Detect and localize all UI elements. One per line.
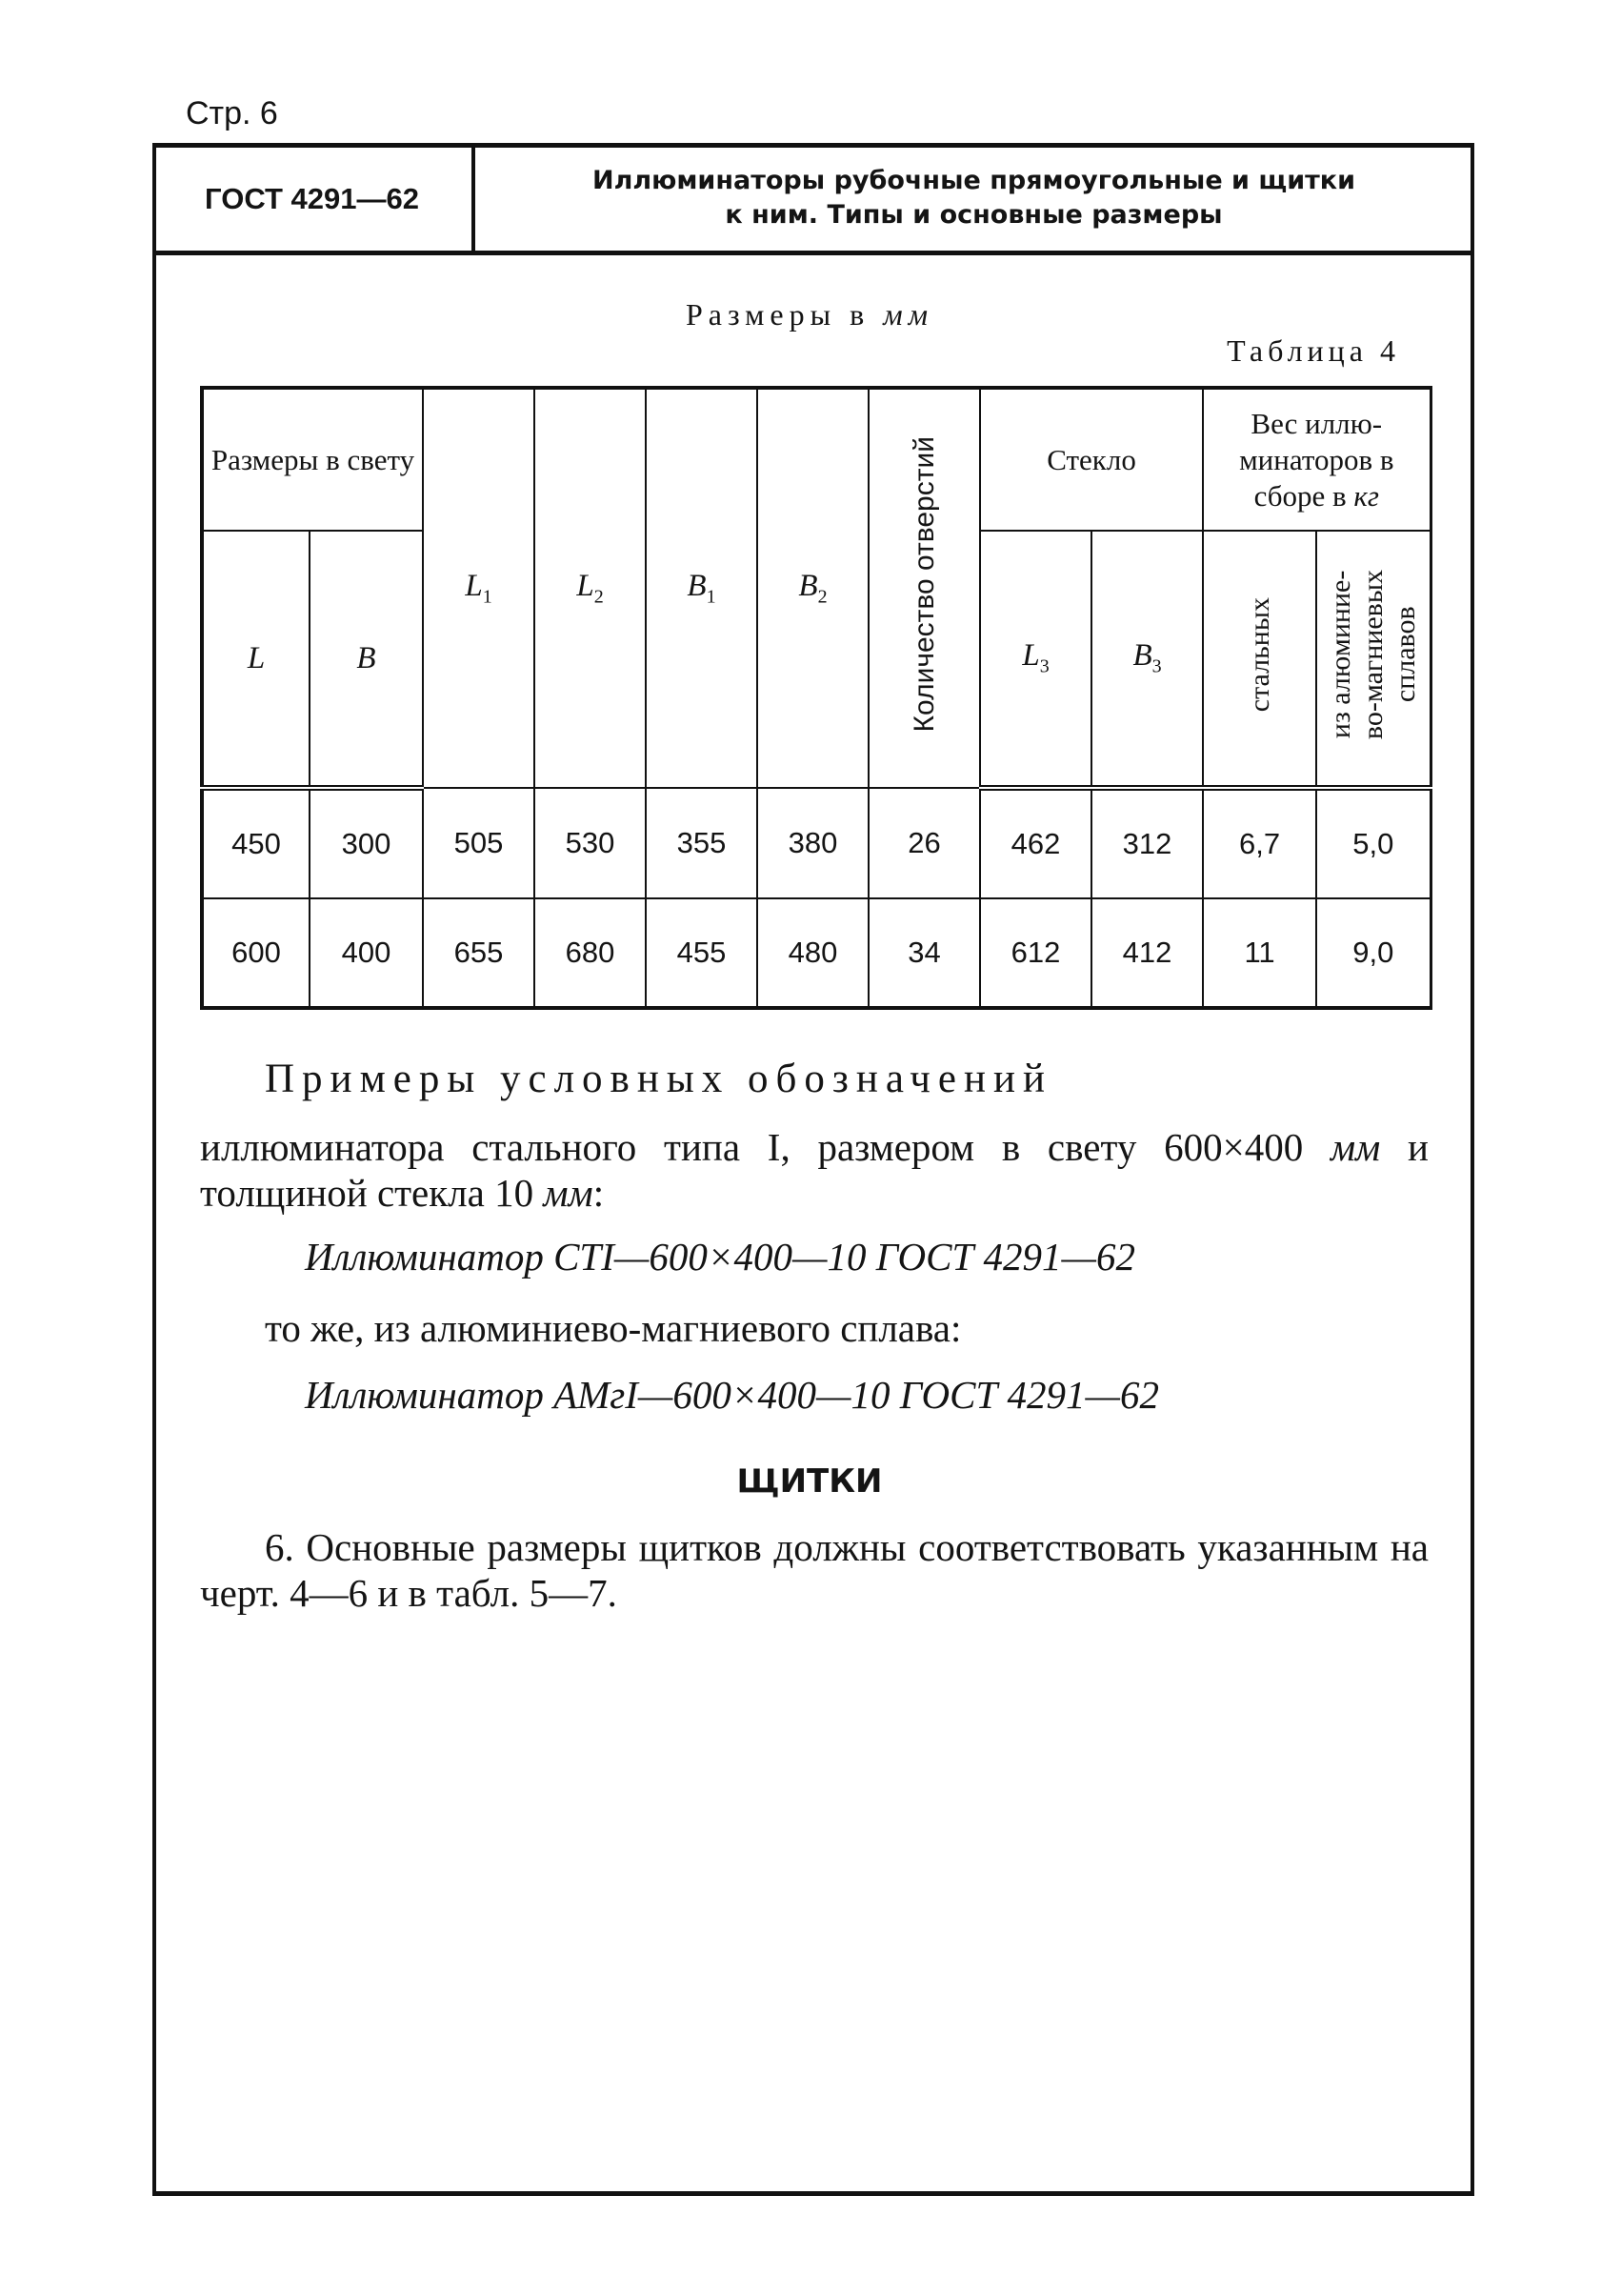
header-holes-count: Количество отверстий (869, 388, 980, 788)
header-aluminium: из алюминие- во-магниевых сплавов (1316, 531, 1431, 788)
table-cell: 380 (757, 788, 869, 898)
unit-mm: мм (543, 1171, 593, 1215)
table-cell: 505 (423, 788, 534, 898)
table-cell: 480 (757, 898, 869, 1008)
table-cell: 26 (869, 788, 980, 898)
header-L3: $L_3$ (980, 531, 1091, 788)
table-cell: 400 (310, 898, 423, 1008)
dimensions-caption (571, 297, 1048, 332)
header-B3: $B_3$ (1091, 531, 1203, 788)
table-cell: 412 (1091, 898, 1203, 1008)
header-separator (471, 148, 475, 251)
example-designation-alloy: Иллюминатор АМгI—600×400—10 ГОСТ 4291—62 (305, 1373, 1159, 1417)
table-cell: 300 (310, 788, 423, 898)
header-glass: Стекло (980, 388, 1203, 531)
shields-heading: ЩИТКИ (736, 1462, 883, 1500)
header-L: L (202, 531, 310, 788)
header-L2: $L_2$ (534, 388, 646, 788)
table-cell: 5,0 (1316, 788, 1431, 898)
unit-mm: мм (1330, 1125, 1381, 1169)
table-cell: 530 (534, 788, 646, 898)
example-designation-steel: Иллюминатор СТI—600×400—10 ГОСТ 4291—62 (305, 1235, 1135, 1279)
shields-paragraph: 6. Основные размеры щитков должны соответствовать указанным на черт. 4—6 и в табл. 5—7. (200, 1525, 1429, 1615)
table-cell: 680 (534, 898, 646, 1008)
header-title-line2: к ним. Типы и основные размеры (725, 200, 1223, 230)
header-L1: $L_1$ (423, 388, 534, 788)
table-cell: 462 (980, 788, 1091, 898)
table-cell: 11 (1203, 898, 1316, 1008)
header-title-line1: Иллюминаторы рубочные прямоугольные и щитки (591, 166, 1356, 195)
table-cell: 9,0 (1316, 898, 1431, 1008)
table-cell: 312 (1091, 788, 1203, 898)
header-gost-number: ГОСТ 4291—62 (205, 182, 419, 215)
table-label: Таблица 4 (1227, 333, 1400, 368)
header-bottom-rule (152, 251, 1474, 255)
header-title (481, 164, 1467, 232)
header-B: B (310, 531, 423, 788)
table-cell: 6,7 (1203, 788, 1316, 898)
dimensions-table (200, 386, 1432, 1010)
examples-heading: Примеры условных обозначений (265, 1057, 1052, 1101)
table-cell: 450 (202, 788, 310, 898)
table-cell: 600 (202, 898, 310, 1008)
page-number: Стр. 6 (186, 95, 278, 131)
header-weight: Вес иллю-минаторов в сборе в кг (1203, 388, 1431, 531)
dims-unit: мм (883, 297, 934, 332)
table-cell: 612 (980, 898, 1091, 1008)
header-B1: $B_1$ (646, 388, 757, 788)
table-cell: 455 (646, 898, 757, 1008)
table-row (202, 898, 1431, 1008)
table-cell: 355 (646, 788, 757, 898)
example-alloy-note: то же, из алюминиево-магниевого сплава: (265, 1306, 962, 1350)
example-description: иллюминатора стального типа I, размером в свету 600×400 мм и толщиной стекла 10 мм: (200, 1125, 1429, 1215)
table-row (202, 788, 1431, 898)
header-B2: $B_2$ (757, 388, 869, 788)
table-cell: 655 (423, 898, 534, 1008)
dims-prefix: Размеры в (685, 297, 871, 332)
header-clear-size: Размеры в свету (202, 388, 423, 531)
weight-unit: кг (1353, 478, 1379, 513)
table-cell: 34 (869, 898, 980, 1008)
header-steel: стальных (1203, 531, 1316, 788)
